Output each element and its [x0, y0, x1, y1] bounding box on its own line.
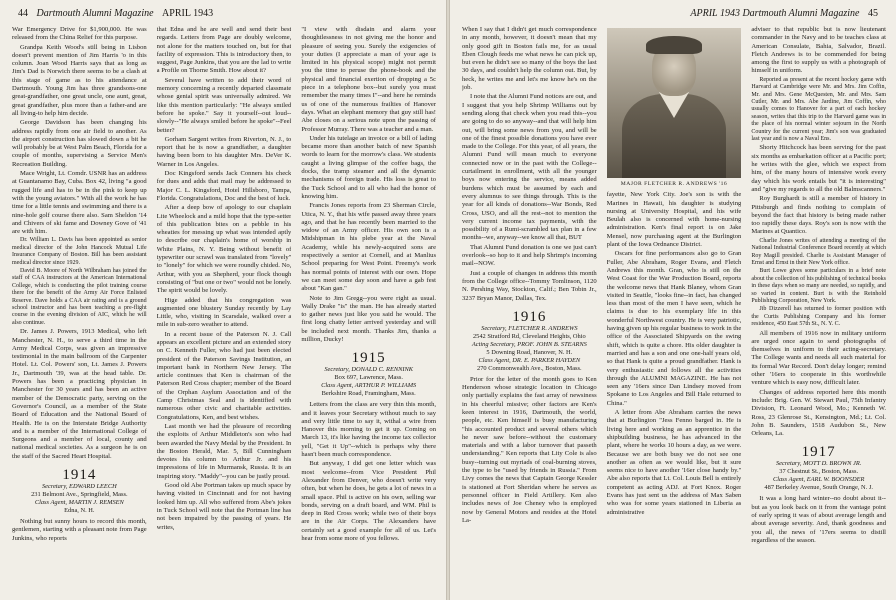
paragraph: Oscars for fine performances also go to Gran Fuller, Abe Abraham, Roger Evans, and Fletch Andrews this month. Gran, who is still on the West Coast for the War Production Board, reports the welcome news that Hank Blaney, whom Gran visited in Seattle, "looks fine--in fact, has changed less than most of the men I have seen, which he claims is due to his exemplary life in this wonderful Northwest country. He is very patriotic, having given up his regular business to work in the office of the Associated Shipyards on the swing shift, which is quite a chore. His older daughter is married and has a son and one one-half years old, so that Hank is quite a proud grandfather. Hank is very enthusiastic and follows all the activities through the ALUMNI MAGAZINE. He has not seen any '16ers since Dan Lindsey moved from Spokane to Los Angeles and Bill Hale returned to China." [606, 250, 742, 407]
left-running-head [12, 8, 219, 19]
paragraph: After a deep bow of apology to our chaplain Lite Wheelock and a mild hope that the type-setter of this publication bites on a pebble in his wheaties for messing up what was intended aptly to describe our chaplain's home of worship in White Plains, N. Y. Being without benefit of typewriter our scrawl was translated from "lovely" to "lonely" for which we were roundly chided. No, Arthur, with you as Shepherd, your flock though consisting of "but one or two" would not be lonely. The spirit would be lovely. [156, 204, 292, 295]
left-columns [12, 26, 436, 596]
class-secretary: Secretary, EDWARD LEECH [41, 483, 117, 491]
paragraph: Shorty Hitchcock has been serving for the past six months as embarkation officer at a Pacific port; he writes with the glee, which we expect from him, of the many hours of intensive work every day which his work entails but "it is interesting" and "give my regards to all the old Balmscanners." [751, 144, 887, 193]
paragraph: Hige added that his congregation was augmented one blustery Sunday recently by Lay Little, who, visiting in Scarsdale, walked over a mile in sub-zero weather to attend. [156, 296, 292, 329]
paragraph: Reported as present at the recent hockey game with Harvard at Cambridge were Mr. and Mrs. Jim Coffin, Mr. and Mrs. Gene McQuesten, Mr. and Mrs. Sam Cutler, Mr. and Mrs. Abe Jardine, Jim Coffin, who usually comes to Hanover for a part of each hockey season, writes that this trip to the Harvard game was in the place of his normal winter sojourn in the North Country for the current year; Jim's son was graduated last year and is now a Naval Ens. [751, 76, 887, 143]
left-page-number: 44 [18, 8, 28, 19]
class-secretary: Secretary, DONALD C. RENNINK [324, 366, 414, 374]
paragraph: It was a long hard winter--no doubt about it--but as you look back on it from the vantage point of early spring it was of about average length and about average severity. And, thank goodness and you all, the news of '17ers seems to distill regardless of the season. [751, 495, 887, 544]
paragraph: Dr. James J. Powers, 1913 Medical, who left Manchester, N. H., to serve a third time in the Army Medical Corps, was given an impressive testimonial in the main ballroom of the Carpenter Hotel. Lt. Col. Powers' son, Lt. James J. Powers Jr., Dartmouth '39, was at the head table. Dr. Powers has been a practicing physician in Manchester for 30 years and has been an active member of the Democratic party, serving on the Governor's Council, as a member of the State Board of Education and the National Board of Health. He is on the Interstate Bridge Authority and is a member of the International College of Surgeons and a member of local, county and national medical societies. As a surgeon he is on the staff of the Sacred Heart Hospital. [12, 328, 147, 460]
left-col-1 [12, 26, 147, 596]
class-agent: Class Agent, ARTHUR P. WILLIAMS [321, 382, 417, 390]
paragraph: David B. Moore of North Wilbraham has joined the staff of CAA instructors at the American International College, which is conducting the pilot training course there for the benefit of the Army Air Force Enlisted Reserve. Dave holds a CAA air rating and is a ground school instructor and has been teaching a pre-flight course in the evening division of AIC, which he will also continue. [12, 268, 147, 326]
class-secretary: Secretary, MOTT D. BROWN JR. [775, 460, 862, 468]
paragraph: Prior for the letter of the month goes to Ken Henderson whose strategic location in Chicago only partially explains the fast array of newsiness in his cheerful missive; other factors are Ken's keen interest in 1916, Dartmouth, the world, people, etc. Ken himself is busy manufacturing "his accounted product and several others which he never saw before--without the customary materials and with a labor turnover that passeth understanding." Ken reports that Lity Cole is also busy--turning out myriads of coal-burning stoves, the type to be "used by friends in Russia." From Livy comes the news that Captain George Kessler is stationed at Fort Sheridan where he serves as personnel officer in Field Artillery. Ken also includes news of Joe Cheney who is employed now by General Motors and resides at the Hotel La- [462, 375, 597, 524]
class-agent: Class Agent, DR. E. PARKER HAYDEN [478, 356, 581, 364]
paragraph: Nothing but sunny hours to record this month, gentlemen, starting with a pleasant note from Page Junkins, who reports [12, 518, 147, 542]
paragraph: Letters from the class are very thin this month, and it leaves your Secretary without much to say and very little time to say it, withal a wire from Hanover this morning to get it up. Coming on March 13, it's like having the income tax collector yell, "Get it Up"--which is perhaps why there hasn't been much correspondence. [301, 401, 437, 459]
class-acting-address: 5 Downing Road, Hanover, N. H. [486, 348, 573, 356]
portrait-figure [607, 28, 742, 188]
class-year: 1917 [801, 444, 836, 461]
left-col-3 [301, 26, 436, 596]
left-col-2 [157, 26, 292, 596]
paragraph: Charlie Jones writes of attending a meeting of the National Industrial Conference Board recently at which Roy Magill presided. Charlie is Assistant Manager of Ernst and Ernst in their New York office. [751, 237, 887, 266]
paragraph: I note that the Alumni Fund notices are out, and I suggest that you help Shrimp Williams out by sending along that check when you read this--you are going to do so anyway--and that will help him out, will bring some news from you, and will be one of the finest possible donations you have ever made to the College. For this year, of all years, the Alumni Fund will mean much to everyone connected now or in the past with the College--curtailment in enrollment, with all the younger boys now entering the service, means added burdens which must be assumed by each and every alumnus to see things through. This is the year for all kinds of donations--War Bonds, Red Cross, USO, and all the rest--not to mention the very current income tax payments, with the possibility of a Rumi-scrambled tax plan in a few months--we, anyway--we know all that, BUT [462, 93, 597, 242]
left-page [0, 0, 446, 600]
paragraph: Francis Jones reports from 23 Sherman Circle, Utica, N. Y., that his wife passed away three years ago, and that he has recently been married to the widow of an Army officer. His own son is a Midshipman in his plebe year at the Naval Academy, while his newly-acquired sons are respectively a senior at Cornell, and at Manlius School preparing for West Point. Freemy's work has normal points of interest with our own. Hope we can meet some day soon and have a gab fest about "Kan gan." [301, 202, 437, 293]
paragraph: that Edna and he are well and send their best regards. Letters from Page are doubly welcome, not alone for the matters touched on, but for that facility of expression. This is introductory then, to suggest, Page Junkins, that you are the lad to write a Profile on Thorne Smith. How about it? [156, 26, 292, 75]
class-agent-address: Berkshire Road, Framingham, Mass. [321, 390, 416, 398]
class-agent: Class Agent, MARTIN J. REMSEN [34, 499, 124, 507]
class-heading-1915 [301, 350, 436, 398]
class-secretary-address: 2542 Stratford Rd, Cleveland Heights, Ohio [472, 332, 586, 340]
right-page [450, 0, 896, 600]
paragraph: That Alumni Fund donation is one we just can't overlook--so hop to it and help Shrimp's incoming mail--NOW. [462, 243, 597, 268]
class-year: 1916 [512, 308, 547, 325]
class-secretary-address: 231 Belmont Ave., Springfield, Mass. [31, 491, 128, 499]
paragraph: George Davidson has been changing his address rapidly from one air field to another. As the airport construction has slowed down a bit he will probably be at West Palm Beach, Florida for a couple of months, supervising a Service Men's Recreation Building. [12, 119, 147, 168]
paragraph: Good old Abe Portman takes up much space by having visited in Cincinnati and for not having looked him up. All who suffered from Abe's jokes in Tuck School will note that the Portman line has not been impaired by the passing of years. He writes, [156, 482, 292, 531]
paragraph: When I say that I didn't get much correspondence in any month, however, it doesn't mean that my only good gift in Boston fails me, for as usual Eben Clough feeds me what news he can pick up, but even he didn't see so many of the boys the last 30 days, and couldn't help the column out. But, by heck, he writes me and let's me know he's on the job. [462, 26, 597, 92]
paragraph: Dr. William L. Davis has been appointed as senior medical director of the John Hancock Mutual Life Insurance Company of Boston. Bill has been assistant medical director since 1929. [12, 237, 147, 266]
right-magazine-title: Dartmouth Alumni Magazine [742, 8, 860, 19]
paragraph: Just a couple of changes in address this month from the College office--Tommy Tomlinson, 1120 N. Pershing Way, Stockton, Calif.; Ben Tobin Jr., 3237 Bryan Manor, Dallas, Tex. [462, 269, 597, 302]
paragraph: Burt Lowe gives some particulars in a brief note about the collection of his publishing of technical books in these days when so many are needed, so rapidly, and so varied in content. Burt is with the Reinhold Publishing Corporation, New York. [751, 268, 887, 304]
paragraph: Jib Dizzerell has returned to former position with the Curtis Publishing Company and his former residence, 450 East 57th St., N. Y. C. [751, 306, 887, 328]
paragraph: War Emergency Drive for $1,900,000. He was released from the China Relief for this purpose. [12, 26, 147, 42]
class-agent: Class Agent, EARL W. BOONSDER [772, 476, 865, 484]
class-secretary-address: 37 Chestnut St., Boston, Mass. [779, 468, 859, 476]
paragraph: Doc Kingsford sends Jack Conners his check for dues and adds that mail may be addressed to Major C. L. Kingsford, Hotel Hillsboro, Tampa, Florida. Congratulations, Doc and the best of luck. [156, 170, 292, 202]
class-heading-1916 [462, 309, 597, 373]
paragraph: Note to Jim Gregg--you were right as usual. Wally Drake "is" the man. He has already started to gather news just like you said he would. The first long chatty letter arrived yesterday and will be included next month. Thanks Jim, thanks a million, Ducky! [301, 294, 437, 343]
right-col-2 [607, 26, 742, 596]
paragraph: In a recent issue of the Paterson N. J. Call appears an excellent picture and an extended story on C. Kenneth Fuller, who had just been elected president of the Paterson Savings Institution, an important bank in Northern New Jersey. The article continues that Ken is chairman of the Paterson Red Cross chapter; member of the Board of the Orphan Asylum Association and of the Camp Christmas Seal and is identified with numerous other civic and charitable activities. Congratulations, Ken, and best wishes. [156, 330, 292, 421]
right-columns [462, 26, 886, 596]
paragraph: Gorham Sargent writes from Riverton, N. J., to report that he is now a grandfather, a daughter having been born to his daughter Mrs. DeVer K. Warner in Los Angeles. [156, 135, 292, 168]
class-acting-secretary: Acting Secretary, PROF. JOHN B. STEARNS [471, 340, 587, 348]
paragraph: Last month we had the pleasure of recording the exploits of Arthur Middleton's son who had been awarded the Navy Medal by the President. In the Boston Herald, Mar. 5, Bill Cunningham devotes his column to Arthur Jr. and his impressions of life in Murmansk, Russia. It is an inspiring story. "Maddy"--you can be justly proud. [156, 422, 292, 480]
paragraph: Grandpa Keith Wood's still being in Lisbon doesn't prevent mention of Jim Harris 'o in this column. Joan Wood Harris says that as long as Jim's Dad is Norwich there seems to be a clash at this stage of game as to his attendance at Dartmouth. Young Jim has three grandsons-one great-grandfather, one great uncle, one aunt, great, great grandfather, plus more than a father-and are all living-to help him decide. [12, 43, 147, 117]
cap-shape [646, 36, 702, 54]
paragraph: A letter from Abe Abraham carries the news that at Burlington "Jess Fenno barged in. He is living here and working as an apprentice in the shipbuilding business, he has advanced in the plant, where he works 10 hours a day, as we were. Because we are both busy we do not see one another as often as we would like, but it sure seems nice to have another '16er close handy by." Abe also reports that Lt. Col. Louis Bell is entirely competent as acting ADJ. at Fort Knox. Roger Evans has just sent us the address of Max Saben who was for some years stationed in Liberia as administrative [606, 409, 742, 516]
class-agent-address: 487 Berkeley Avenue, South Orange, N. J. [764, 484, 873, 492]
portrait-photo [607, 28, 742, 178]
paragraph: Under his tutelage an invoice or a bill of lading became more than another batch of new Spanish words to learn for the morrow's class. We students caught a living glimpse of the coffee bags, the docks, the tramp steamer and all the dynamic mechanisms of foreign trade. His loss is great to the Tuck School and to all who had the honor of knowing him. [301, 134, 437, 200]
right-col-1 [462, 26, 597, 596]
paragraph: Changes of address reported here this month include: Brig. Gen. W. Stewart Paul, 75th Infantry Division, Ft. Leonard Wood, Mo.; Kenneth W. Ross, 23 Glenrose St., Kensington, Md.; Lt. Col. John B. Saunders, 1518 Audubon St., New Orleans, La. [751, 388, 887, 438]
class-secretary-address: Box 697, Lawrence, Mass. [334, 374, 403, 382]
paragraph: adviser to that republic but is now lieutenant commander in the Navy and to be teaches class at American Consulate, Bahia, Salvador, Brazil. Fletch Andrews is to be commended for being among the first to supply us with a photograph of himself in uniform. [751, 26, 887, 75]
class-secretary: Secretary, FLETCHER R. ANDREWS [481, 324, 578, 332]
paragraph: But anyway, I did get one letter which was most welcome--from Vice President Phil Alexander from Denver, who doesn't write very often, but when he does, he gets a lot of news in a small space. Phil is active on his own, selling war bonds, serving on a draft board, and WM. Phil is deep in Red Cross work; while two of their boys are in the Air Corps. The Alexanders have certainly set a good example for all of us. Let's hear from some more of you fellows. [301, 460, 437, 543]
photo-caption: MAJOR FLETCHER R. ANDREWS '16 [620, 181, 728, 187]
class-agent-address: 270 Commonwealth Ave., Boston, Mass. [477, 364, 582, 372]
paragraph: Several have written to add their word of memory concerning a recently departed classmate whose genial spirit was universally admired. We like this mention particularly: "He always smiled before he spoke." Say it yourself--out loud--slowly--"He always smiled before he spoke"--Feel better? [156, 76, 292, 134]
left-magazine-title: Dartmouth Alumni Magazine [36, 8, 154, 19]
right-col-3 [751, 26, 886, 596]
right-issue: APRIL 1943 [690, 8, 740, 19]
paragraph: All members of 1916 now in military uniform are urged once again to send photographs of themselves in uniform to their acting-secretary. The College wants and needs all such material for its formal War Record. Don't delay longer; remind other '16ers to cooperate in this worthwhile venture which is easy now, difficult later. [751, 329, 887, 387]
class-heading-1914 [12, 467, 147, 515]
paragraph: "I view with disdain and alarm your thoughtlessness in not giving me the honor and pleasure of seeing you. Surely the exigencies of your duties (I appreciate a man of your age is limited in his physical scope) might not permit you the time to peruse the phone-book and the physical and financial exertion of dropping a 5c piece in a telephone box--but surely you must remember the many times I"--and here he reminds us of one of the numerous frailties of Hanover days. What an elephant memory that guy still has! Abe closes on a serious note upon the passing of Professor Murray. There was a teacher and a man. [301, 26, 437, 133]
paragraph: Mace Wright, Lt. Comdr. USNR has an address at Guantanamo Bay, Cuba. Box 42, living "a good rugged life and has to be in the pink to keep up with the young aviators." With all the work he has time for a little tennis and swimming and there is a nine-hole golf course there also. Sam Sheldon '14 and Chivers of ski fame and Downey Gove of '41 are with him. [12, 170, 147, 236]
paragraph: fayette, New York City. Joe's son is with the Marines in Hawaii, his daughter is studying nursing at University Hospital, and his wife Beulah also is concerned with home-nursing administration. Ken's final report is on Jake Mensel, now purchasing agent at the Burlington plant of the Iowa Ordnance District. [606, 191, 742, 249]
class-year: 1914 [62, 467, 97, 484]
left-issue: APRIL 1943 [162, 8, 214, 19]
right-page-number: 45 [868, 8, 878, 19]
class-year: 1915 [351, 350, 386, 367]
class-heading-1917 [751, 444, 886, 492]
paragraph: Roy Burghardt is still a member of history in Pittsburgh and finds nothing to complain of beyond the fact that history is being made rather too rapidly these days. Roy's son is now with the Marines at Quantico. [751, 195, 887, 236]
class-agent-address: Edna, N. H. [64, 507, 95, 515]
right-running-head [690, 8, 884, 19]
